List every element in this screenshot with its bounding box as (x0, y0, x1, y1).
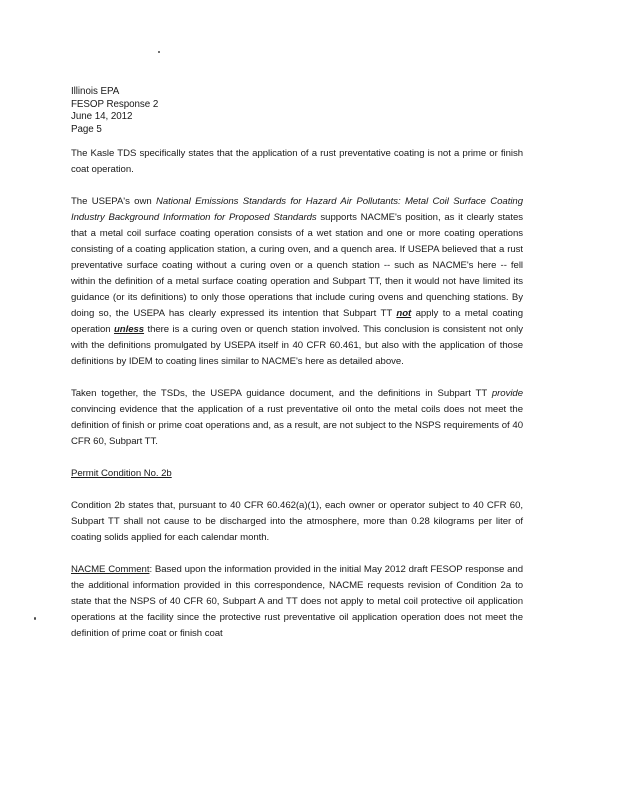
paragraph-usepa-guidance: The USEPA's own National Emissions Standards for Hazard Air Pollutants: Metal Coil Surface Coating Industry Background Information for Proposed Standards supports NACME's position, as it clearly states that a metal coil surface coating operation consists of a wet station and one or more coating operations consisting of a coating application station, a curing oven, and a quench area. If USEPA believed that a rust preventative surface coating without a curing oven or a quench station -- such as NACME's here -- fell within the definition of a metal surface coating operation and Subpart TT, then it would not have limited its guidance (or its definitions) to only those operations that include curing ovens and quenching stations. By doing so, the USEPA has clearly expressed its intention that Subpart TT not apply to a metal coating operation unless there is a curing oven or quench station involved. This conclusion is consistent not only with the definitions promulgated by USEPA itself in 40 CFR 60.461, but also with the application of those definitions by IDEM to coating lines similar to NACME's here as detailed above. (71, 196, 523, 367)
paragraph-taken-together: Taken together, the TSDs, the USEPA guidance document, and the definitions in Subpart TT provide convincing evidence that the application of a rust preventative oil onto the metal coils does not meet the definition of finish or prime coat operations and, as a result, are not subject to the NSPS requirements of 40 CFR 60, Subpart TT. (71, 388, 523, 447)
paragraph-nacme-comment: NACME Comment: Based upon the information provided in the initial May 2012 draft FESOP response and the additional information provided in this correspondence, NACME requests revision of Condition 2a to state that the NSPS of 40 CFR 60, Subpart A and TT does not apply to metal coil protective oil application operations at the facility since the protective rust preventative oil application operation does not meet the definition of prime coat or finish coat (71, 564, 523, 639)
letter-header (71, 86, 523, 136)
letter-body (71, 86, 523, 658)
guidance-title: National Emissions Standards for Hazard Air Pollutants: Metal Coil Surface Coating Industry Background Information for Proposed Standards (71, 196, 523, 223)
emphasis-unless: unless (113, 324, 145, 335)
header-date: June 14, 2012 (71, 111, 133, 122)
emphasis-not: not (396, 308, 412, 319)
scan-speck-top (158, 51, 160, 53)
nacme-comment-label: NACME Comment (71, 564, 150, 575)
section-heading-condition-2b: Permit Condition No. 2b (71, 468, 172, 479)
header-recipient: Illinois EPA (71, 86, 120, 97)
scan-speck-margin (34, 617, 36, 620)
emphasis-provide: provide (491, 388, 523, 399)
header-subject: FESOP Response 2 (71, 98, 159, 110)
paragraph-condition-2b: Condition 2b states that, pursuant to 40 CFR 60.462(a)(1), each owner or operator subject to 40 CFR 60, Subpart TT shall not cause to be discharged into the atmosphere, more than 0.28 kilograms per liter of coating solids applied for each calendar month. (71, 500, 523, 543)
paragraph-kasle-tds: The Kasle TDS specifically states that the application of a rust preventative coating is not a prime or finish coat operation. (71, 148, 523, 175)
header-page-number: Page 5 (71, 123, 102, 135)
